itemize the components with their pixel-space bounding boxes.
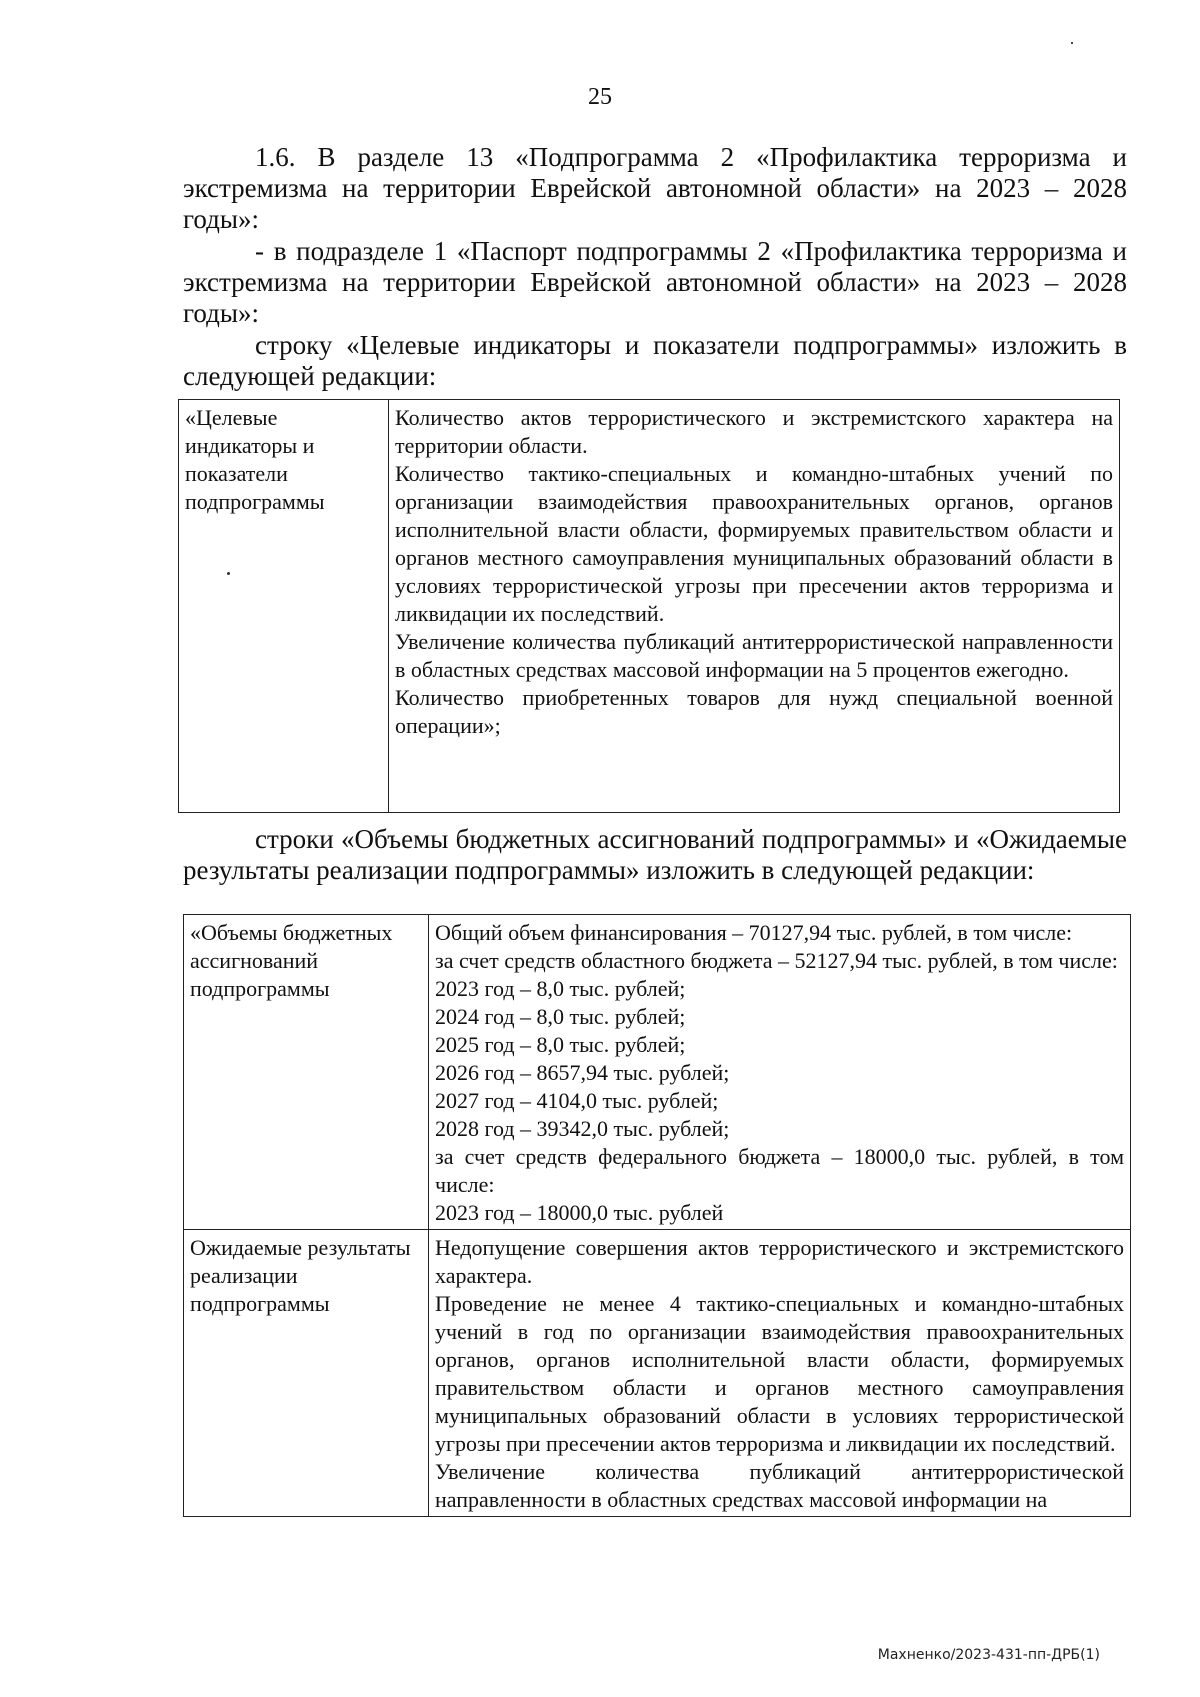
label-budget-allocations: «Объемы бюджетных ассигнований подпрограммы: [190, 920, 393, 1001]
list-item: 2023 год – 18000,0 тыс. рублей: [435, 1200, 724, 1225]
list-item: 2028 год – 39342,0 тыс. рублей;: [435, 1116, 730, 1141]
paragraph-section-13: 1.6. В разделе 13 «Подпрограмма 2 «Профилактика терроризма и экстремизма на территории Еврейской автономной области» на 2023 – 2028 годы»:: [183, 142, 1127, 234]
scan-speck: [1071, 42, 1073, 44]
scan-speck: [227, 572, 230, 575]
list-item: 2024 год – 8,0 тыс. рублей;: [435, 1004, 686, 1029]
table-row: [184, 915, 1131, 1230]
list-item: 2023 год – 8,0 тыс. рублей;: [435, 976, 686, 1001]
list-item: Общий объем финансирования – 70127,94 тыс. рублей, в том числе:: [435, 920, 1073, 945]
table-row: [179, 400, 1120, 813]
row-label: [184, 1230, 429, 1517]
list-item: Увеличение количества публикаций антитеррористической направленности в областных средствах массовой информации на 5 процентов ежегодно.: [395, 629, 1113, 682]
list-item: Проведение не менее 4 тактико-специальных и командно-штабных учений в год по организации взаимодействия правоохранительных органов, органов исполнительной власти области, формируемых правительством области и органов местного самоуправления муниципальных образований области в условиях террористической угрозы при пресечении актов терроризма и ликвидации их последствий.: [435, 1291, 1124, 1456]
paragraph-target-indicators: строку «Целевые индикаторы и показатели подпрограммы» изложить в следующей редакции:: [183, 330, 1127, 391]
row-content: [389, 400, 1120, 813]
table-budget-results: [183, 914, 1131, 1517]
list-item: 2027 год – 4104,0 тыс. рублей;: [435, 1088, 719, 1113]
row-label: [184, 915, 429, 1230]
list-item: Количество актов террористического и экстремистского характера на территории области.: [395, 405, 1113, 458]
page-number: 25: [588, 84, 612, 110]
document-id-footer: Махненко/2023-431-пп-ДРБ(1): [877, 1647, 1100, 1663]
row-content: [429, 915, 1131, 1230]
label-expected-results: Ожидаемые результаты реализации подпрограммы: [190, 1235, 411, 1316]
paragraph-subsection-1: - в подразделе 1 «Паспорт подпрограммы 2 «Профилактика терроризма и экстремизма на территории Еврейской автономной области» на 2023 – 2028 годы»:: [183, 236, 1127, 328]
table-target-indicators: [178, 399, 1120, 813]
table-row: [184, 1230, 1131, 1517]
list-item: 2026 год – 8657,94 тыс. рублей;: [435, 1060, 730, 1085]
list-item: за счет средств областного бюджета – 52127,94 тыс. рублей, в том числе:: [435, 948, 1118, 973]
row-label: [179, 400, 389, 813]
list-item: Количество тактико-специальных и командно-штабных учений по организации взаимодействия правоохранительных органов, органов исполнительной власти области, формируемых правительством области и органов местного самоуправления муниципальных образований области в условиях террористической угрозы при пресечении актов терроризма и ликвидации их последствий.: [395, 461, 1113, 626]
list-item: Недопущение совершения актов террористического и экстремистского характера.: [435, 1235, 1124, 1288]
list-item: Увеличение количества публикаций антитеррористической направленности в областных средствах массовой информации на: [435, 1459, 1124, 1512]
row-content: [429, 1230, 1131, 1517]
list-item: Количество приобретенных товаров для нужд специальной военной операции»;: [395, 685, 1113, 738]
list-item: 2025 год – 8,0 тыс. рублей;: [435, 1032, 686, 1057]
paragraph-budget-results: строки «Объемы бюджетных ассигнований подпрограммы» и «Ожидаемые результаты реализации подпрограммы» изложить в следующей редакции:: [183, 824, 1127, 885]
list-item: за счет средств федерального бюджета – 18000,0 тыс. рублей, в том числе:: [435, 1144, 1124, 1197]
label-target-indicators: «Целевые индикаторы и показатели подпрограммы: [185, 405, 325, 514]
